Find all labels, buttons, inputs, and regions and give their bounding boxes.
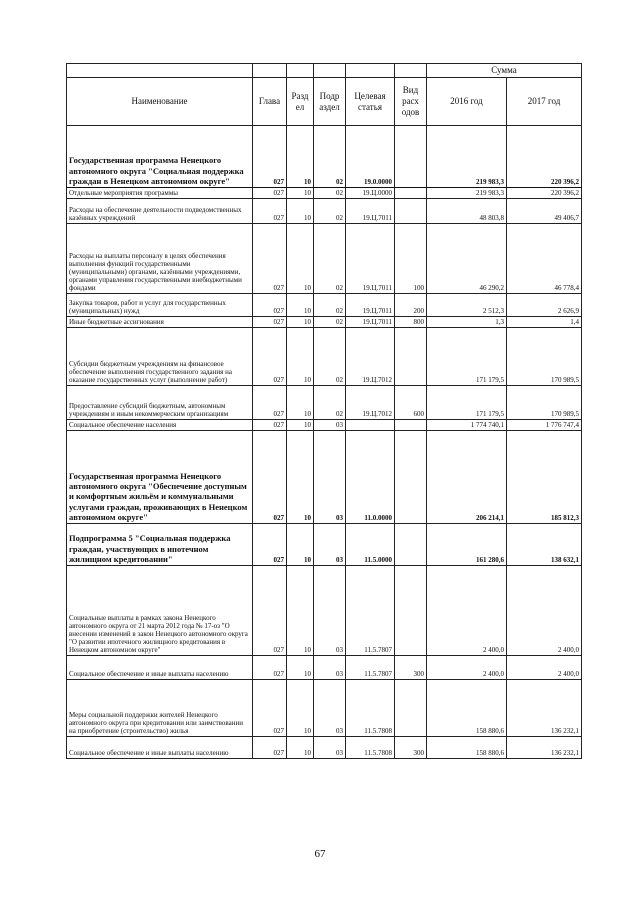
cell-name: Субсидии бюджетным учреждениям на финансовое обеспечение выполнения государственного задания на оказание государственных услуг (выполнение работ)	[67, 328, 253, 386]
cell-section: 10	[287, 656, 314, 680]
cell-2017: 1 776 747,4	[507, 420, 582, 431]
cell-2016: 161 280,6	[427, 524, 507, 566]
cell-target: 19.Ц.0000	[346, 188, 395, 199]
cell-expense-type	[395, 680, 427, 737]
cell-chapter: 027	[253, 386, 287, 420]
cell-2016: 1,3	[427, 317, 507, 328]
cell-chapter: 027	[253, 126, 287, 188]
cell-2017: 46 778,4	[507, 224, 582, 294]
table-row	[67, 317, 582, 328]
cell-chapter: 027	[253, 656, 287, 680]
cell-subsection: 03	[314, 680, 346, 737]
cell-section: 10	[287, 224, 314, 294]
cell-subsection: 03	[314, 566, 346, 656]
cell-name: Государственная программа Ненецкого автономного округа "Социальная поддержка граждан в Ненецком автономном округе"	[67, 126, 253, 188]
table-row	[67, 420, 582, 431]
cell-name: Государственная программа Ненецкого автономного округа "Обеспечение доступным и комфортным жильём и коммунальными услугами граждан, проживающих в Ненецком автономном округе"	[67, 431, 253, 524]
header-row-top	[67, 64, 582, 78]
cell-2016: 206 214,1	[427, 431, 507, 524]
cell-expense-type: 800	[395, 317, 427, 328]
table-body	[67, 126, 582, 759]
cell-target: 11.5.7808	[346, 737, 395, 759]
cell-expense-type: 600	[395, 386, 427, 420]
cell-target: 19.0.0000	[346, 126, 395, 188]
cell-target: 19.Ц.7011	[346, 224, 395, 294]
cell-subsection: 02	[314, 199, 346, 224]
cell-2016: 171 179,5	[427, 328, 507, 386]
header-name: Наименование	[67, 78, 253, 126]
header-expense-type: Вид расх одов	[395, 78, 427, 126]
cell-subsection: 02	[314, 317, 346, 328]
cell-section: 10	[287, 188, 314, 199]
cell-name: Расходы на выплаты персоналу в целях обеспечения выполнения функций государственными (муниципальными) органами, казёнными учреждениями, органами управления государственными внебюджетными фондами	[67, 224, 253, 294]
cell-section: 10	[287, 294, 314, 317]
cell-expense-type	[395, 420, 427, 431]
cell-expense-type	[395, 126, 427, 188]
cell-2017: 220 396,2	[507, 126, 582, 188]
cell-subsection: 02	[314, 294, 346, 317]
cell-subsection: 03	[314, 737, 346, 759]
cell-name: Социальное обеспечение населения	[67, 420, 253, 431]
cell-2017: 1,4	[507, 317, 582, 328]
table-row	[67, 737, 582, 759]
cell-2016: 158 880,6	[427, 737, 507, 759]
cell-section: 10	[287, 524, 314, 566]
cell-chapter: 027	[253, 328, 287, 386]
cell-chapter: 027	[253, 294, 287, 317]
cell-expense-type	[395, 524, 427, 566]
cell-2016: 46 290,2	[427, 224, 507, 294]
cell-chapter: 027	[253, 524, 287, 566]
table-row	[67, 566, 582, 656]
table-row	[67, 199, 582, 224]
cell-expense-type: 100	[395, 224, 427, 294]
header-chapter: Глава	[253, 78, 287, 126]
cell-2017: 170 989,5	[507, 386, 582, 420]
cell-2017: 49 406,7	[507, 199, 582, 224]
cell-2016: 219 983,3	[427, 188, 507, 199]
cell-expense-type	[395, 566, 427, 656]
cell-section: 10	[287, 126, 314, 188]
cell-chapter: 027	[253, 199, 287, 224]
cell-2017: 136 232,1	[507, 680, 582, 737]
cell-name: Расходы на обеспечение деятельности подведомственных казённых учреждений	[67, 199, 253, 224]
cell-section: 10	[287, 566, 314, 656]
cell-2016: 158 880,6	[427, 680, 507, 737]
cell-subsection: 02	[314, 328, 346, 386]
cell-section: 10	[287, 431, 314, 524]
cell-2016: 1 774 740,1	[427, 420, 507, 431]
cell-subsection: 03	[314, 656, 346, 680]
table-row	[67, 680, 582, 737]
cell-2017: 136 232,1	[507, 737, 582, 759]
cell-chapter: 027	[253, 317, 287, 328]
cell-section: 10	[287, 199, 314, 224]
header-target: Целевая статья	[346, 78, 395, 126]
header-blank	[67, 64, 253, 78]
cell-2017: 138 632,1	[507, 524, 582, 566]
table-row	[67, 431, 582, 524]
cell-name: Социальное обеспечение и иные выплаты населению	[67, 737, 253, 759]
cell-section: 10	[287, 680, 314, 737]
cell-subsection: 02	[314, 188, 346, 199]
cell-2016: 48 803,8	[427, 199, 507, 224]
header-subsection: Подр аздел	[314, 78, 346, 126]
cell-2017: 170 989,5	[507, 328, 582, 386]
table-row	[67, 386, 582, 420]
cell-target: 11.5.7808	[346, 680, 395, 737]
cell-section: 10	[287, 737, 314, 759]
header-row	[67, 78, 582, 126]
cell-target: 19.Ц.7012	[346, 328, 395, 386]
cell-name: Социальные выплаты в рамках закона Ненецкого автономного округа от 21 марта 2012 года № 17-оз "О внесении изменений в закон Ненецкого автономного округа "О развитии ипотечного жилищного кредитования в Ненецком автономном округе"	[67, 566, 253, 656]
cell-2016: 2 400,0	[427, 566, 507, 656]
cell-target: 11.5.7807	[346, 656, 395, 680]
cell-2017: 2 400,0	[507, 656, 582, 680]
cell-chapter: 027	[253, 737, 287, 759]
cell-chapter: 027	[253, 431, 287, 524]
cell-section: 10	[287, 420, 314, 431]
budget-table	[66, 63, 582, 759]
table-row	[67, 524, 582, 566]
cell-expense-type	[395, 328, 427, 386]
cell-target: 19.Ц.7011	[346, 294, 395, 317]
cell-chapter: 027	[253, 224, 287, 294]
table-row	[67, 126, 582, 188]
cell-section: 10	[287, 386, 314, 420]
header-section: Разд ел	[287, 78, 314, 126]
cell-2016: 171 179,5	[427, 386, 507, 420]
cell-2017: 2 400,0	[507, 566, 582, 656]
cell-target: 11.5.0000	[346, 524, 395, 566]
cell-2017: 220 396,2	[507, 188, 582, 199]
cell-subsection: 02	[314, 224, 346, 294]
cell-name: Социальное обеспечение и иные выплаты населению	[67, 656, 253, 680]
table-row	[67, 328, 582, 386]
table-row	[67, 188, 582, 199]
cell-2017: 185 812,3	[507, 431, 582, 524]
table-row	[67, 294, 582, 317]
table-row	[67, 656, 582, 680]
cell-name: Меры социальной поддержки жителей Ненецкого автономного округа при кредитовании или заимствовании на приобретение (строительство) жилья	[67, 680, 253, 737]
cell-subsection: 03	[314, 420, 346, 431]
cell-expense-type	[395, 199, 427, 224]
header-sum-group: Сумма	[427, 64, 582, 78]
cell-section: 10	[287, 317, 314, 328]
cell-subsection: 03	[314, 524, 346, 566]
cell-chapter: 027	[253, 420, 287, 431]
cell-target	[346, 420, 395, 431]
cell-chapter: 027	[253, 680, 287, 737]
cell-target: 11.0.0000	[346, 431, 395, 524]
cell-chapter: 027	[253, 188, 287, 199]
cell-expense-type: 300	[395, 656, 427, 680]
cell-target: 19.Ц.7011	[346, 317, 395, 328]
header-2017: 2017 год	[507, 78, 582, 126]
page-number: 67	[314, 848, 326, 860]
cell-subsection: 02	[314, 126, 346, 188]
cell-expense-type: 300	[395, 737, 427, 759]
cell-name: Иные бюджетные ассигнования	[67, 317, 253, 328]
cell-2016: 219 983,3	[427, 126, 507, 188]
cell-name: Отдельные мероприятия программы	[67, 188, 253, 199]
cell-name: Подпрограмма 5 "Социальная поддержка граждан, участвующих в ипотечном жилищном кредитовании"	[67, 524, 253, 566]
cell-expense-type	[395, 188, 427, 199]
header-2016: 2016 год	[427, 78, 507, 126]
cell-2016: 2 400,0	[427, 656, 507, 680]
cell-subsection: 02	[314, 386, 346, 420]
cell-name: Закупка товаров, работ и услуг для государственных (муниципальных) нужд	[67, 294, 253, 317]
cell-target: 19.Ц.7012	[346, 386, 395, 420]
table-row	[67, 224, 582, 294]
cell-target: 11.5.7807	[346, 566, 395, 656]
cell-expense-type	[395, 431, 427, 524]
cell-2017: 2 626,9	[507, 294, 582, 317]
cell-target: 19.Ц.7011	[346, 199, 395, 224]
cell-section: 10	[287, 328, 314, 386]
cell-subsection: 03	[314, 431, 346, 524]
cell-2016: 2 512,3	[427, 294, 507, 317]
cell-expense-type: 200	[395, 294, 427, 317]
cell-chapter: 027	[253, 566, 287, 656]
cell-name: Предоставление субсидий бюджетным, автономным учреждениям и иным некоммерческим организациям	[67, 386, 253, 420]
